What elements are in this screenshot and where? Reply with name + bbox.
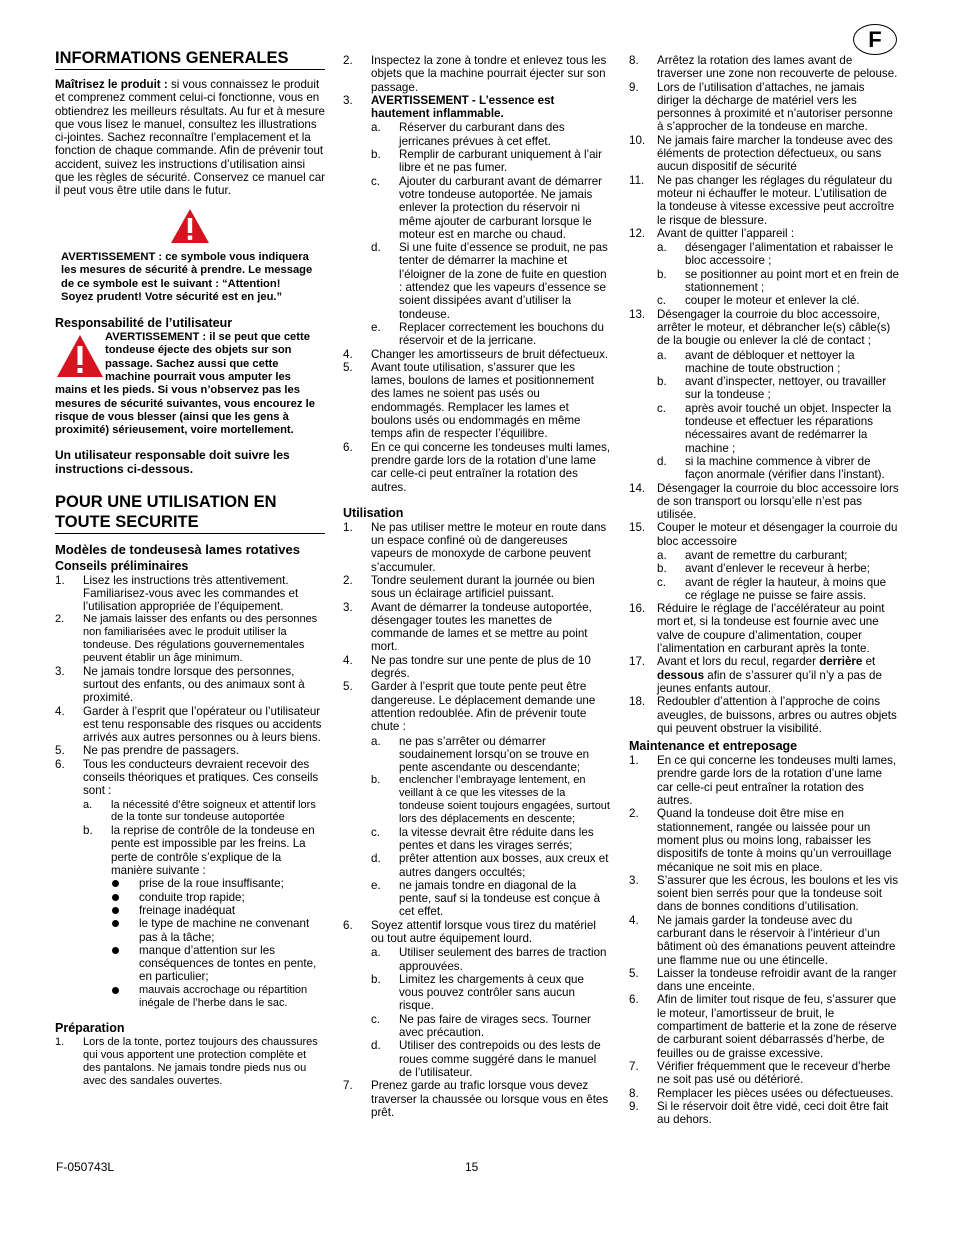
page-number: 15 [465,1160,479,1174]
list-item: 8. Arrêtez la rotation des lames avant de traverser une zone non recouverte de pelouse. [629,54,898,81]
list-item: 3. Ne jamais tondre lorsque des personnes, surtout des enfants, ou des animaux sont à proximité. [55,664,305,705]
preparation-heading: Préparation [55,1021,125,1036]
sub-list-item: d. prêter attention aux bosses, aux creux et autres dangers occultés; [371,852,609,879]
sub-list-item: c. après avoir touché un objet. Inspecter la tondeuse et effectuer les réparations nécessaires avant de redémarrer la machine ; [657,401,892,455]
preparation-list-continued [343,54,611,494]
sub-list-item: c. la vitesse devrait être réduite dans les pentes et dans les virages serrés; [371,825,594,852]
sub-list-item: b. Remplir de carburant uniquement à l’air libre et ne pas fumer. [371,148,602,175]
section-title-general-info: INFORMATIONS GENERALES [55,48,325,70]
sub-list [657,241,899,307]
column-2 [343,48,611,1119]
warning-block-2 [55,331,325,437]
list-item: 14. Désengager la courroie du bloc accessoire lors de son transport ou lorsqu’elle n’est pas utilisée. [629,481,899,522]
sub-list-item: a. la nécessité d’être soigneux et attentif lors de la tonte sur tondeuse autoportée [83,798,316,824]
bullet-icon [112,894,119,901]
list-item: 9. Si le réservoir doit être vidé, ceci doit être fait au dehors. [629,1099,889,1127]
list-item: 16. Réduire le réglage de l’accélérateur au point mort et, si la tondeuse est fournie avec une valve de coupure d’alimentation, couper l’alimentation en carburant après la tonte. [629,602,885,656]
list-item: 3. S’assurer que les écrous, les boulons et les vis soient bien serrés pour que la tondeuse soit dans de bonnes conditions d’utilisation. [629,873,899,914]
list-item: 7. Prenez garde au trafic lorsque vous devez traverser la chaussée ou lorsque vous en êtes prêt. [343,1079,609,1119]
utilisation-heading: Utilisation [343,505,404,520]
list-item: 5. Garder à l’esprit que toute pente peut être dangereuse. Le déplacement demande une attention redoublée. Afin de prévenir toute chute : a. ne pas s’arrêter ou démarrer soudainement lorsqu’on se trouve en pente ascendante ou descendante; b. enclencher l’embrayage lentement, en veillant à ce que les vitesses de la tondeuse soient toujours engagées, surtout lors des déplacements en descente; c. la vitesse devrait être réduite dans les pentes et dans les virages serrés; d. prêter attention aux bosses, aux creux et autres dangers occultés; e. ne jamais tondre en diagonal de la pente, sauf si la tondeuse est conçue à cet effet. [343,680,610,919]
list-item: 1. Ne pas utiliser mettre le moteur en route dans un espace confiné où de dangereuses vapeurs de monoxyde de carbone peuvent s’accumuler. [343,520,607,574]
warning-text-2: AVERTISSEMENT : il se peut que cette tondeuse éjecte des objets sur son passage. Sachez aussi que cette machine pourrait vous amputer les mains et les pieds. Si vous n’observez pas les mesures de sécurité suivantes, vous encourez le risque de vous blesser (ainsi que les gens à proximité) sérieusement, voire mortellement. [55,331,315,437]
sub-list-item: a. désengager l’alimentation et rabaisser le bloc accessoire ; [657,241,894,268]
document-code: F-050743L [56,1160,115,1174]
models-heading: Modèles de tondeusesà lames rotatives [55,541,300,557]
sub-list-item: b. enclencher l’embrayage lentement, en veillant à ce que les vitesses de la tondeuse soient toujours engagées, surtout lors des déplacements en descente; [371,774,610,825]
sub-list-item: d. si la machine commence à vibrer de façon anormale (vérifier dans l’instant). [657,454,885,482]
bullet-icon [112,907,119,914]
list-item: 6. Soyez attentif lorsque vous tirez du matériel ou tout autre équipement lourd. a. Utiliser seulement des barres de traction approuvées. b. Limitez les chargements à ceux que vous pouvez contrôler sans aucun risque. c. Ne pas faire de virages secs. Tourner avec précaution. d. Utiliser des contrepoids ou des lests de roues comme suggéré dans le manuel de l’utilisateur. [343,919,611,1080]
list-item: 2. Ne jamais laisser des enfants ou des personnes non familiarisées avec le produit utiliser la tondeuse. Des régulations gouvernementales peuvent établir un âge minimum. [55,613,318,664]
bullet-icon [112,987,119,994]
list-item: 8. Remplacer les pièces usées ou défectueuses. [629,1086,894,1100]
bullet-item: prise de la roue insuffisante; [111,877,325,890]
sub-list [371,946,611,1079]
list-item: 6. Tous les conducteurs devraient recevoir des conseils théoriques et pratiques. Ces conseils sont : a. la nécessité d’être soigneux et attentif lors de la tonte sur tondeuse autoportée b. la reprise de contrôle de la tondeuse en pente est impossible par les freins. La perte de contrôle s’explique de la manière suivante : prise de la roue insuffisante; conduite trop rapide; freinage inadéquat le type de machine ne convenant pas à la tâche; manque d’attention sur les conséquences de tontes en pente, en particulier; mauvais accrochage ou répartition inégale de l’herbe dans le sac. [55,758,325,1010]
list-item: 15. Couper le moteur et désengager la courroie du bloc accessoire a. avant de remettre du carburant; b. avant d’enlever le receveur à herbe; c. avant de régler la hauteur, à moins que ce réglage ne puisse se faire assis. [629,521,898,602]
list-item: 1. En ce qui concerne les tondeuses multi lames, prendre garde lors de la rotation d’une lame car celle-ci peut entraîner la rotation des autres. [629,754,897,808]
sub-list [83,799,325,1010]
section-title-safe-use: POUR UNE UTILISATION EN TOUTE SECURITE [55,492,325,534]
list-item: 12. Avant de quitter l’appareil : a. désengager l’alimentation et rabaisser le bloc accessoire ; b. se positionner au point mort et en frein de stationnement ; c. couper le moteur et enlever la clé. [629,226,899,308]
sub-list-item: d. Si une fuite d’essence se produit, ne pas tenter de démarrer la machine et l’éloigner de la zone de fuite en question : attendez que les vapeurs d’essence se soient dissipées avant d’utiliser la tondeuse. [371,241,608,321]
sub-list [657,549,899,602]
list-item: 10. Ne jamais faire marcher la tondeuse avec des éléments de protection défectueux, ou sans aucun dispositif de sécurité [629,133,893,174]
bullet-list [111,877,325,1009]
maintenance-list [629,754,899,1126]
preliminary-heading: Conseils préliminaires [55,558,189,573]
list-item: 5. Ne pas prendre de passagers. [55,744,239,758]
list-item: 1. Lors de la tonte, portez toujours des chaussures qui vous apportent une protection complète et des pantalons. Ne jamais tondre pieds nus ou avec des sandales ouvertes. [55,1036,318,1087]
column-1 [55,48,325,1088]
sub-list-item: c. Ne pas faire de virages secs. Tourner avec précaution. [371,1012,591,1040]
sub-list-item: c. couper le moteur et enlever la clé. [657,294,860,308]
sub-list-item: b. avant d’enlever le receveur à herbe; [657,562,870,576]
list-item: 3. Avant de démarrer la tondeuse autoportée, désengager toutes les manettes de commande de lames et se mettre au point mort. [343,600,592,654]
sub-list-item: a. avant de remettre du carburant; [657,548,848,562]
sub-list-item: e. Replacer correctement les bouchons du réservoir et de la jerricane. [371,320,604,348]
sub-list-item: a. Réserver du carburant dans des jerricanes prévues à cet effet. [371,121,565,148]
language-badge: F [853,24,897,55]
list-item: 11. Ne pas changer les réglages du régulateur du moteur ni échauffer le moteur. L’utilisation de la tondeuse à vitesse excessive peut accroître le risque de blessure. [629,173,895,227]
bullet-item: conduite trop rapide; [111,891,325,904]
list-item: 3. AVERTISSEMENT - L’essence est hautement inflammable. a. Réserver du carburant dans des jerricanes prévues à cet effet. b. Remplir de carburant uniquement à l’air libre et ne pas fumer. c. Ajouter du carburant avant de démarrer votre tondeuse autoportée. Ne jamais enlever la protection du réservoir ni même ajouter de carburant lorsque le moteur est en marche ou chaud. d. Si une fuite d’essence se produit, ne pas tenter de démarrer la machine et l’éloigner de la zone de fuite en question : attendez que les vapeurs d’essence se soient dissipées avant d’utiliser la tondeuse. e. Replacer correctement les bouchons du réservoir et de la jerricane. [343,94,611,348]
warning-triangle-icon [170,208,210,244]
list-item: 6. Afin de limiter tout risque de feu, s’assurer que le moteur, l’amortisseur de bruit, le compartiment de batterie et la zone de réserve de carburant soient débarrassés d’herbe, de feuilles ou de graisse excessive. [629,993,897,1060]
sub-list-item: b. avant d’inspecter, nettoyer, ou travailler sur la tondeuse ; [657,375,887,402]
list-item: 2. Inspectez la zone à tondre et enlevez tous les objets que la machine pourrait éjecter sur son passage. [343,54,607,94]
list-item: 5. Avant toute utilisation, s’assurer que les lames, boulons de lames et positionnement des lames ne soient pas usés ou endommagés. Remplacer les lames et boulons usés ou endommagés en même temps afin de respecter l’équilibre. [343,360,594,441]
sub-list [657,349,899,482]
responsible-user-note: Un utilisateur responsable doit suivre les instructions ci-dessous. [55,447,290,476]
warning-text-1: AVERTISSEMENT : ce symbole vous indiquera les mesures de sécurité à prendre. Le message de ce symbole est le suivant : “Attention! Soyez prudent! Votre sécurité est en jeu.” [61,250,313,303]
list-item: 6. En ce qui concerne les tondeuses multi lames, prendre garde lors de la rotation d’une lame car celle-ci peut entraîner la rotation des autres. [343,440,611,494]
list-item: 2. Quand la tondeuse doit être mise en stationnement, rangée ou laissée pour un moment plus ou moins long, rabaisser les dispositifs de tonte à moins qu’un verrouillage mécanique ne soit mis en place. [629,807,892,874]
list-item: 1. Lisez les instructions très attentivement. Familiarisez-vous avec les commandes et l’utilisation appropriée de l’équipement. [55,573,299,614]
warning-triangle-icon [55,333,105,379]
bullet-icon [112,880,119,887]
column-3 [629,48,899,1126]
utilisation-list-continued [629,54,899,735]
list-item: 9. Lors de l’utilisation d’attaches, ne jamais diriger la décharge de matériel vers les personnes à proximité et n’autoriser personne à s’approcher de la tondeuse en marche. [629,80,893,134]
sub-list-item: e. ne jamais tondre en diagonal de la pente, sauf si la tondeuse est conçue à cet effet. [371,878,601,919]
list-item: 13. Désengager la courroie du bloc accessoire, arrêter le moteur, et débrancher le(s) câble(s) de la bougie ou enlever la clé de contact ; a. avant de débloquer et nettoyer la machine de toute obstruction ; b. avant d’inspecter, nettoyer, ou travailler sur la tondeuse ; c. après avoir touché un objet. Inspecter la tondeuse et effectuer les réparations nécessaires avant de redémarrer la machine ; d. si la machine commence à vibrer de façon anormale (vérifier dans l’instant). [629,308,899,482]
list-item: 5. Laisser la tondeuse refroidir avant de la ranger dans une enceinte. [629,966,897,994]
sub-list-item: a. avant de débloquer et nettoyer la machine de toute obstruction ; [657,348,855,375]
bullet-item: le type de machine ne convenant pas à la tâche; [111,917,325,944]
intro-bold: Maîtrisez le produit : [55,78,168,91]
sub-list [371,121,611,347]
bullet-item: freinage inadéquat [111,904,325,917]
list-item: 18. Redoubler d’attention à l’approche de coins aveugles, de buissons, arbres ou autres objets qui peuvent obstruer la visibilité. [629,695,897,735]
list-item: 7. Vérifier fréquemment que le receveur d’herbe ne soit pas usé ou détérioré. [629,1059,891,1087]
sub-list-item: d. Utiliser des contrepoids ou des lests de roues comme suggéré dans le manuel de l’utilisateur. [371,1039,601,1079]
list-item: 4. Ne pas tondre sur une pente de plus de 10 degrés. [343,653,591,681]
sub-list-item: a. Utiliser seulement des barres de traction approuvées. [371,946,607,973]
list-item: 2. Tondre seulement durant la journée ou bien sous un éclairage artificiel puissant. [343,573,595,601]
bullet-item: mauvais accrochage ou répartition inégale de l’herbe dans le sac. [111,984,325,1010]
intro-paragraph [55,78,325,198]
warning-block-1 [55,208,325,247]
list-item: 4. Garder à l’esprit que l’opérateur ou l’utilisateur est tenu responsable des risques ou accidents arrivés aux autres personnes ou à leurs biens. [55,704,322,745]
sub-list [371,735,611,919]
list-item: 17. Avant et lors du recul, regarder derrière et dessous afin de s’assurer qu’il n’y a pas de jeunes enfants autour. [629,655,882,695]
utilisation-list [343,521,611,1119]
intro-text: si vous connaissez le produit et comprenez comment celui-ci fonctionne, vous en obtiendrez les meilleurs résultats. Au fur et à mesure que vous lisez le manuel, consultez les illustrations ci-jointes. Sachez reconnaître l’emplacement et la fonction de chaque commande. Afin de prévenir tout accident, suivez les instructions d’utilisation ainsi que les règles de sécurité. Conservez ce manuel car il peut vous être utile dans le futur. [55,78,326,198]
bullet-icon [112,947,119,954]
preliminary-list [55,574,325,1010]
bullet-icon [112,920,119,927]
sub-list-item: c. avant de régler la hauteur, à moins que ce réglage ne puisse se faire assis. [657,575,887,602]
bullet-item: manque d’attention sur les conséquences de tontes en pente, en particulier; [111,944,325,984]
sub-list-item: b. se positionner au point mort et en frein de stationnement ; [657,267,899,295]
sub-list-item: b. la reprise de contrôle de la tondeuse en pente est impossible par les freins. La perte de contrôle s’explique de la manière suivante : prise de la roue insuffisante; conduite trop rapide; freinage inadéquat le type de machine ne convenant pas à la tâche; manque d’attention sur les conséquences de tontes en pente, en particulier; mauvais accrochage ou répartition inégale de l’herbe dans le sac. [83,824,325,1009]
sub-list-item: a. ne pas s’arrêter ou démarrer soudainement lorsqu’on se trouve en pente ascendante ou descendante; [371,734,590,775]
sub-list-item: b. Limitez les chargements à ceux que vous pouvez contrôler sans aucun risque. [371,972,584,1013]
list-item: 4. Ne jamais garder la tondeuse avec du carburant dans le réservoir à l’intérieur d’un bâtiment où des émanations peuvent atteindre une flamme nue ou une étincelle. [629,913,896,967]
responsibility-heading: Responsabilité de l’utilisateur [55,316,233,331]
maintenance-heading: Maintenance et entreposage [629,739,798,754]
list-item: 4. Changer les amortisseurs de bruit défectueux. [343,347,609,361]
sub-list-item: c. Ajouter du carburant avant de démarrer votre tondeuse autoportée. Ne jamais enlever la protection du réservoir ni même ajouter de carburant lorsque le moteur est en marche ou chaud. [371,174,603,241]
preparation-list [55,1036,325,1087]
